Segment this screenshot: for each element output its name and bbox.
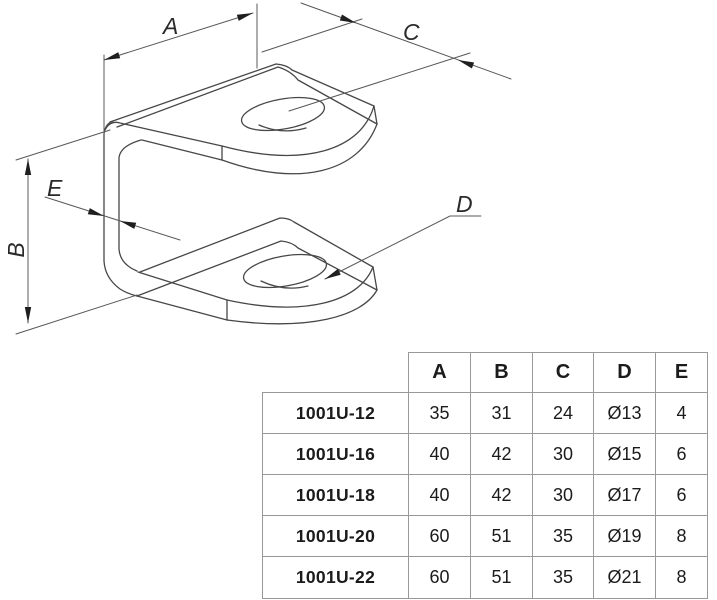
value-c: 35 — [533, 516, 594, 557]
bottom-hole — [241, 249, 329, 293]
dim-b-label: B — [3, 242, 29, 258]
top-plate-back-upper — [110, 64, 276, 122]
dim-e-arrow-inner — [120, 221, 136, 229]
dim-a-label: A — [163, 13, 179, 39]
part-number: 1001U-20 — [262, 516, 409, 557]
dimension-e — [45, 175, 180, 240]
bracket-outline — [104, 64, 377, 324]
value-a: 60 — [409, 557, 471, 599]
value-a: 60 — [409, 516, 471, 557]
value-b: 51 — [471, 516, 533, 557]
bottom-plate-left-edge — [138, 272, 227, 300]
top-plate-left-edge — [105, 122, 222, 146]
part-number: 1001U-12 — [262, 393, 409, 434]
part-number: 1001U-22 — [262, 557, 409, 599]
dim-b-arrow-bottom — [25, 307, 31, 323]
value-c: 30 — [533, 475, 594, 516]
dim-d-leader — [325, 216, 481, 279]
dim-a-line — [104, 13, 253, 60]
web-inner-edge — [119, 140, 141, 271]
column-header-e: E — [656, 352, 708, 393]
spec-table — [262, 352, 708, 599]
value-b: 42 — [471, 434, 533, 475]
dim-c-arrow-left — [340, 15, 356, 24]
column-header-d: D — [594, 352, 656, 393]
value-d: Ø19 — [594, 516, 656, 557]
part-number: 1001U-18 — [262, 475, 409, 516]
dim-e-arrow-outer — [88, 208, 104, 216]
value-b: 31 — [471, 393, 533, 434]
value-c: 30 — [533, 434, 594, 475]
value-e: 6 — [656, 475, 708, 516]
bottom-plate-right-tick — [373, 267, 377, 290]
value-a: 40 — [409, 475, 471, 516]
dimension-b — [3, 130, 137, 334]
dim-e-leader — [45, 197, 180, 240]
column-header-b: B — [471, 352, 533, 393]
value-a: 35 — [409, 393, 471, 434]
value-b: 51 — [471, 557, 533, 599]
part-number: 1001U-16 — [262, 434, 409, 475]
column-header-c: C — [533, 352, 594, 393]
column-header-a: A — [409, 352, 471, 393]
top-hole — [239, 92, 327, 136]
top-plate-nose-bottom — [222, 124, 377, 174]
dim-a-arrow-left — [104, 52, 120, 60]
dim-e-label: E — [47, 175, 63, 201]
value-e: 4 — [656, 393, 708, 434]
dim-d-label: D — [456, 191, 473, 217]
top-plate-right-tick — [374, 106, 377, 124]
dim-d-arrow — [325, 269, 341, 279]
dimension-d — [325, 191, 481, 279]
value-d: Ø13 — [594, 393, 656, 434]
dim-b-arrow-top — [25, 159, 31, 175]
dim-c-arrow-right — [458, 60, 474, 69]
dim-a-arrow-right — [237, 13, 253, 21]
value-d: Ø21 — [594, 557, 656, 599]
dim-c-label: C — [403, 19, 420, 45]
bottom-plate-left-band — [137, 296, 227, 320]
dim-c-extension-left — [262, 19, 362, 52]
dim-b-extension-bottom — [16, 295, 137, 334]
table-corner-cell — [262, 352, 409, 393]
value-a: 40 — [409, 434, 471, 475]
value-e: 8 — [656, 516, 708, 557]
value-b: 42 — [471, 475, 533, 516]
dimension-a — [104, 4, 257, 133]
value-c: 35 — [533, 557, 594, 599]
dim-b-extension-top — [16, 130, 110, 160]
web-outer-edge — [104, 121, 137, 296]
value-e: 8 — [656, 557, 708, 599]
top-plate-back-lower — [117, 67, 377, 127]
value-c: 24 — [533, 393, 594, 434]
dim-c-extension-right — [289, 53, 470, 111]
value-d: Ø15 — [594, 434, 656, 475]
value-e: 6 — [656, 434, 708, 475]
dimension-c — [262, 3, 511, 111]
value-d: Ø17 — [594, 475, 656, 516]
